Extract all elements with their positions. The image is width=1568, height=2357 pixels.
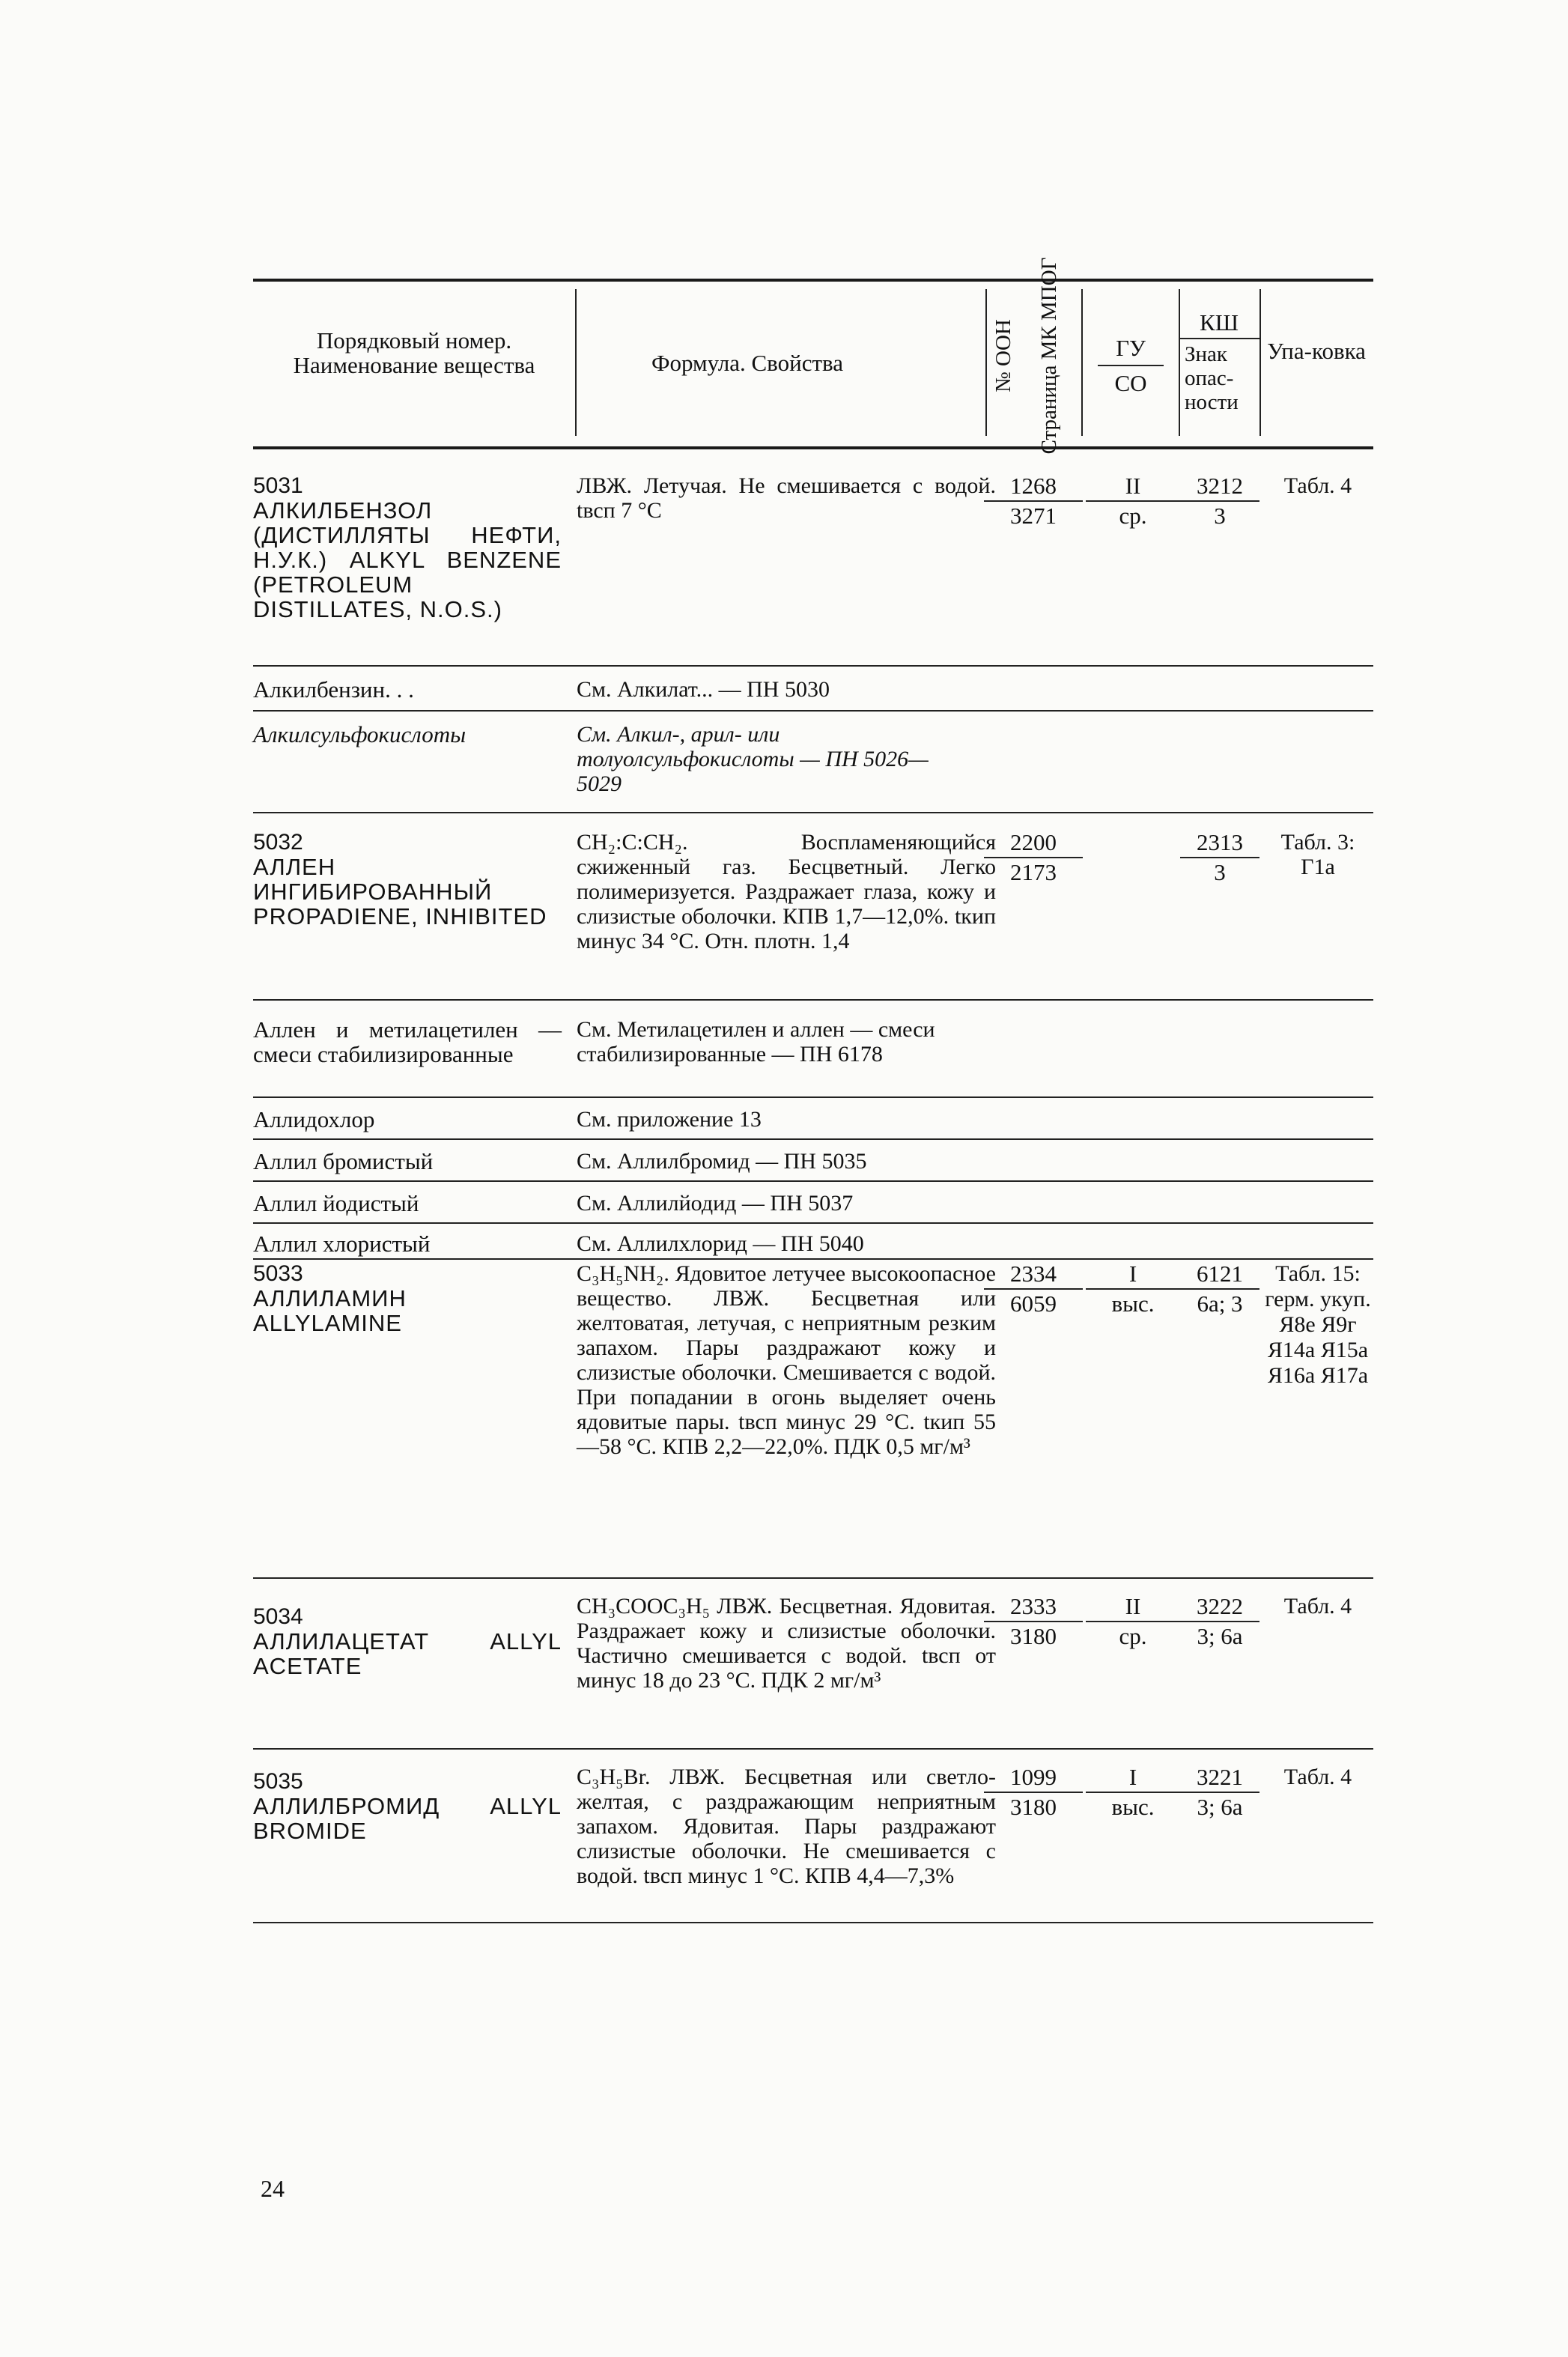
reference-row: Алкилсульфокислоты См. Алкил-, арил- или толуолсульфокислоты — ПН 5026—5029	[253, 721, 929, 796]
entry-name: АЛЛИЛАЦЕТАТ ALLYL ACETATE	[253, 1628, 562, 1679]
entry-pack: Табл. 15: герм. укуп. Я8е Я9г Я14а Я15а Я16а Я17а	[1265, 1261, 1371, 1388]
entry-5031	[253, 449, 1373, 665]
header-divider	[985, 289, 987, 436]
header-ksh: КШ Знак опас-ности	[1179, 310, 1259, 414]
entry-number: 5034	[253, 1604, 303, 1629]
entry-ksh-sign: 3222 3; 6а	[1180, 1594, 1259, 1649]
reference-row: Алкилбензин. . . См. Алкилат... — ПН 5030	[253, 676, 830, 703]
header-page: Страница МК МПОГ	[1037, 257, 1061, 455]
entry-pack: Табл. 4	[1283, 1765, 1352, 1789]
entry-number: 5035	[253, 1769, 303, 1794]
entry-pack: Табл. 4	[1283, 473, 1352, 498]
entry-name: АЛЛИЛАМИН ALLYLAMINE	[253, 1285, 407, 1336]
entry-desc: C₃H₅Br. ЛВЖ. Бесцветная или светло-желтая, с раздражающим неприятным запахом. Ядовитая. Пары раздражают слизистые оболочки. Не смешивается с водой. tвсп минус 1 °С. КПВ 4,4—7,3%	[577, 1765, 996, 1888]
header-oon: № ООН	[991, 319, 1015, 392]
entry-ksh-sign: 3221 3; 6а	[1180, 1765, 1259, 1820]
entry-number: 5033	[253, 1261, 303, 1286]
entry-ksh-sign: $\frac{2313}{3}$	[1180, 830, 1259, 885]
entry-desc: C₃H₅NH₂. Ядовитое летучее высокоопасное вещество. ЛВЖ. Бесцветная или желтоватая, летучая, с неприятным резким запахом. Пары раздражают кожу и слизистые оболочки. Смешивается с водой. При попадании в огонь выделяет очень ядовитые пары. tвсп минус 29 °С. tкип 55—58 °С. КПВ 2,2—22,0%. ПДК 0,5 мг/м³	[577, 1261, 996, 1459]
entry-gu-co: II ср.	[1086, 473, 1180, 529]
reference-row: Аллен и метилацетилен — смеси стабилизированные См. Метилацетилен и аллен — смеси стабилизированные — ПН 6178	[253, 1016, 935, 1067]
reference-row: Аллил бромистый См. Аллилбромид — ПН 5035	[253, 1148, 867, 1174]
entry-oon-page: $\frac{1099}{3180}$	[984, 1765, 1083, 1820]
entry-name: АЛКИЛБЕНЗОЛ (ДИСТИЛЛЯТЫ НЕФТИ, Н.У.К.) ALKYL BENZENE (PETROLEUM DISTILLATES, N.O.S.)	[253, 497, 562, 622]
entry-pack: Табл. 3: Г1а	[1280, 830, 1355, 879]
entry-desc: CH₃COOC₃H₅ ЛВЖ. Бесцветная. Ядовитая. Раздражает кожу и слизистые оболочки. Частично смешивается с водой. tвсп от минус 18 до 23 °С. ПДК 2 мг/м³	[577, 1594, 996, 1693]
entry-desc: CH₂:C:CH₂. Воспламеняющийся сжиженный газ. Бесцветный. Легко полимеризуется. Раздражает глаза, кожу и слизистые оболочки. КПВ 1,7—12,0%. tкип минус 34 °С. Отн. плотн. 1,4	[577, 830, 996, 953]
header-pack: Упа-ковка	[1267, 338, 1366, 364]
entry-number: 5032	[253, 830, 303, 855]
entry-5034	[253, 1579, 1373, 1748]
header-gu: ГУ СО	[1083, 336, 1179, 395]
entry-ksh-sign: 6121 6а; 3	[1180, 1261, 1259, 1317]
entry-number: 5031	[253, 473, 303, 498]
entry-gu-co: II ср.	[1086, 1594, 1180, 1649]
reference-row: Аллил йодистый См. Аллилйодид — ПН 5037	[253, 1190, 854, 1216]
entry-ksh-sign: $\frac{3212}{3}$	[1180, 473, 1259, 529]
entry-oon-page: $\frac{2333}{3180}$	[984, 1594, 1083, 1649]
entry-5032	[253, 813, 1373, 999]
entry-5033	[253, 1260, 1373, 1577]
entry-pack: Табл. 4	[1283, 1594, 1352, 1619]
header-name: Порядковый номер. Наименование вещества	[293, 327, 535, 378]
document-page	[253, 257, 1373, 1923]
page-number: 24	[261, 2175, 285, 2202]
entry-name: АЛЛИЛБРОМИД ALLYL BROMIDE	[253, 1793, 562, 1844]
entry-oon-page: $\frac{2200}{2173}$	[984, 830, 1083, 885]
entry-name: АЛЛЕН ИНГИБИРОВАННЫЙ PROPADIENE, INHIBITED	[253, 854, 547, 929]
entry-gu-co: I выс.	[1086, 1261, 1180, 1317]
reference-row: Аллил хлористый См. Аллилхлорид — ПН 5040	[253, 1231, 864, 1257]
entry-oon-page: $\frac{1268}{3271}$	[984, 473, 1083, 529]
header-formula: Формула. Свойства	[651, 350, 843, 376]
reference-row: Аллидохлор См. приложение 13	[253, 1106, 762, 1132]
entry-5035	[253, 1750, 1373, 1922]
entry-oon-page: $\frac{2334}{6059}$	[984, 1261, 1083, 1317]
entry-desc: ЛВЖ. Летучая. Не смешивается с водой. tвсп 7 °С	[577, 473, 996, 523]
entry-gu-co: I выс.	[1086, 1765, 1180, 1820]
table-header	[253, 257, 1373, 455]
